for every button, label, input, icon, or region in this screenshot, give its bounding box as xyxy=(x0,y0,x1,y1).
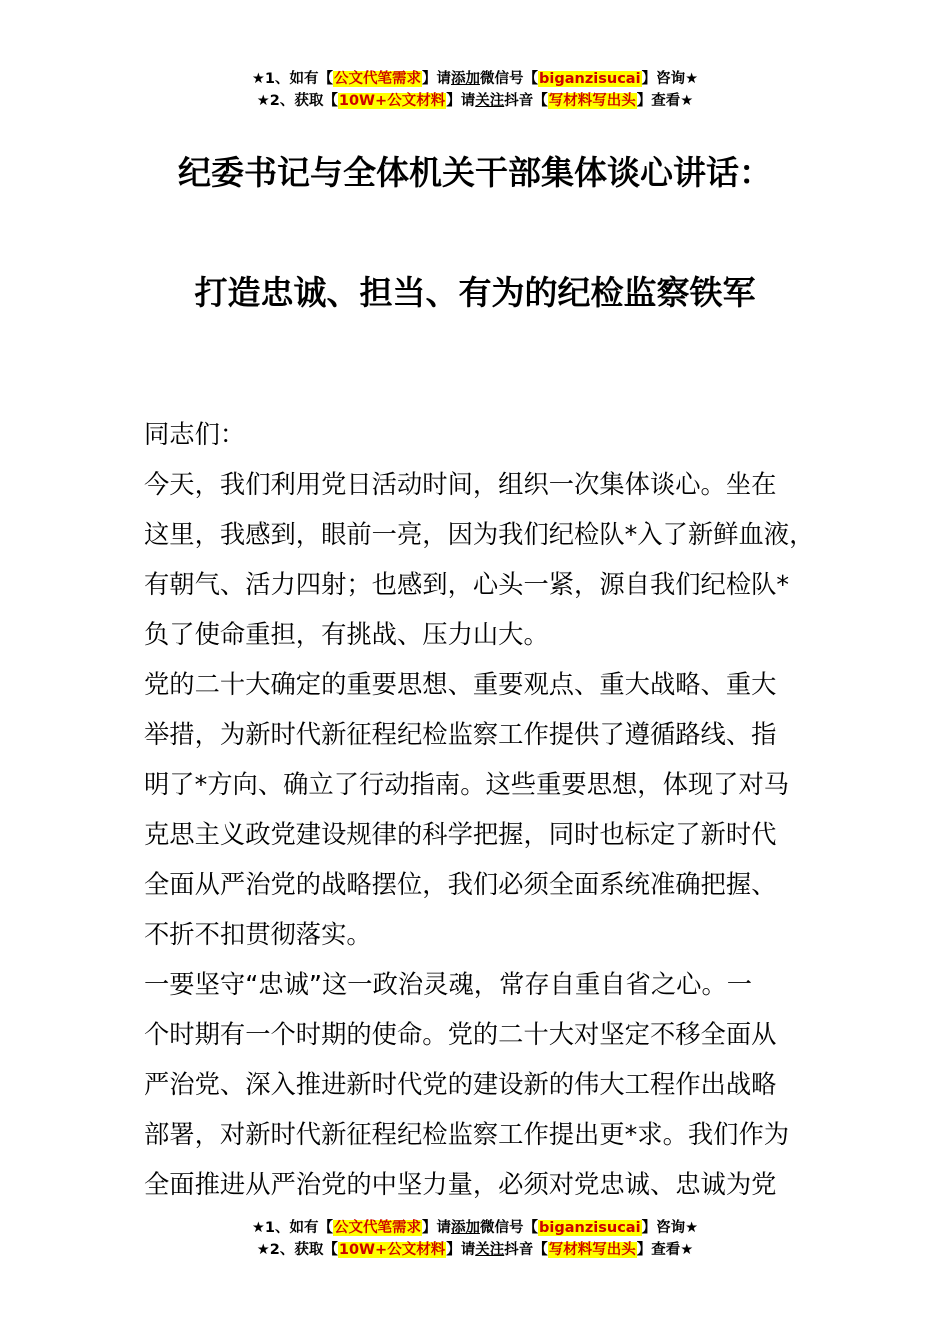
document-title-line-1: 纪委书记与全体机关干部集体谈心讲话： xyxy=(178,153,772,192)
text-line: 负了使命重担，有挑战、压力山大。 xyxy=(144,620,549,649)
banner-text: 微信号【 xyxy=(480,1220,539,1236)
text-line: 举措，为新时代新征程纪检监察工作提供了遵循路线、指 xyxy=(144,720,777,749)
document-body xyxy=(144,410,844,1210)
paragraph-3 xyxy=(144,960,844,1210)
banner-underline: 添加 xyxy=(451,71,481,87)
banner-text: 】请 xyxy=(446,93,476,109)
banner-text: ★1、如有【 xyxy=(251,1220,334,1236)
paragraph-1 xyxy=(144,460,844,660)
banner-douyin-id: 写材料写出头 xyxy=(548,1242,636,1258)
banner-text: 】查看★ xyxy=(636,93,694,109)
banner-highlight: 公文代笔需求 xyxy=(334,1220,422,1236)
banner-text: 抖音【 xyxy=(504,93,548,109)
banner-underline: 关注 xyxy=(475,93,505,109)
top-banner xyxy=(0,68,950,112)
banner-underline: 关注 xyxy=(475,1242,505,1258)
text-line: 严治党、深入推进新时代党的建设新的伟大工程作出战略 xyxy=(144,1070,777,1099)
banner-line-2 xyxy=(0,90,950,112)
banner-text: ★1、如有【 xyxy=(251,71,334,87)
text-line: 不折不扣贯彻落实。 xyxy=(144,920,372,949)
salutation xyxy=(144,410,844,460)
text-line: 党的二十大确定的重要思想、重要观点、重大战略、重大 xyxy=(144,670,777,699)
banner-text: 】查看★ xyxy=(636,1242,694,1258)
bottom-banner xyxy=(0,1217,950,1261)
text-line: 这里，我感到，眼前一亮，因为我们纪检队*入了新鲜血液， xyxy=(144,520,815,549)
banner-highlight: 10W+公文材料 xyxy=(338,93,446,109)
banner-underline: 添加 xyxy=(451,1220,481,1236)
text-line: 个时期有一个时期的使命。党的二十大对坚定不移全面从 xyxy=(144,1020,777,1049)
banner-text: 抖音【 xyxy=(504,1242,548,1258)
text-line: 克思主义政党建设规律的科学把握，同时也标定了新时代 xyxy=(144,820,777,849)
banner-text: 】咨询★ xyxy=(641,1220,699,1236)
banner-line-1 xyxy=(0,1217,950,1239)
text-line: 今天，我们利用党日活动时间，组织一次集体谈心。坐在 xyxy=(144,470,777,499)
banner-text: 】咨询★ xyxy=(641,71,699,87)
document-title-line-2: 打造忠诚、担当、有为的纪检监察铁军 xyxy=(194,273,756,312)
banner-text: ★2、获取【 xyxy=(256,93,338,109)
text-line: 有朝气、活力四射；也感到，心头一紧，源自我们纪检队* xyxy=(144,570,790,599)
banner-text: 】请 xyxy=(422,71,452,87)
banner-line-1 xyxy=(0,68,950,90)
paragraph-2 xyxy=(144,660,844,960)
text-line: 全面从严治党的战略摆位，我们必须全面系统准确把握、 xyxy=(144,870,777,899)
banner-wechat-id: biganzisucai xyxy=(539,1220,641,1236)
text-line: 明了*方向、确立了行动指南。这些重要思想，体现了对马 xyxy=(144,770,790,799)
banner-text: 微信号【 xyxy=(480,71,539,87)
banner-text: 】请 xyxy=(422,1220,452,1236)
banner-douyin-id: 写材料写出头 xyxy=(548,93,636,109)
banner-text: ★2、获取【 xyxy=(256,1242,338,1258)
banner-highlight: 10W+公文材料 xyxy=(338,1242,446,1258)
text-line: 全面推进从严治党的中坚力量，必须对党忠诚、忠诚为党 xyxy=(144,1170,777,1199)
banner-wechat-id: biganzisucai xyxy=(539,71,641,87)
banner-text: 】请 xyxy=(446,1242,476,1258)
banner-line-2 xyxy=(0,1239,950,1261)
text-line: 一要坚守“忠诚”这一政治灵魂，常存自重自省之心。一 xyxy=(144,970,753,999)
text-line: 同志们： xyxy=(144,420,246,449)
banner-highlight: 公文代笔需求 xyxy=(334,71,422,87)
text-line: 部署，对新时代新征程纪检监察工作提出更*求。我们作为 xyxy=(144,1120,790,1149)
